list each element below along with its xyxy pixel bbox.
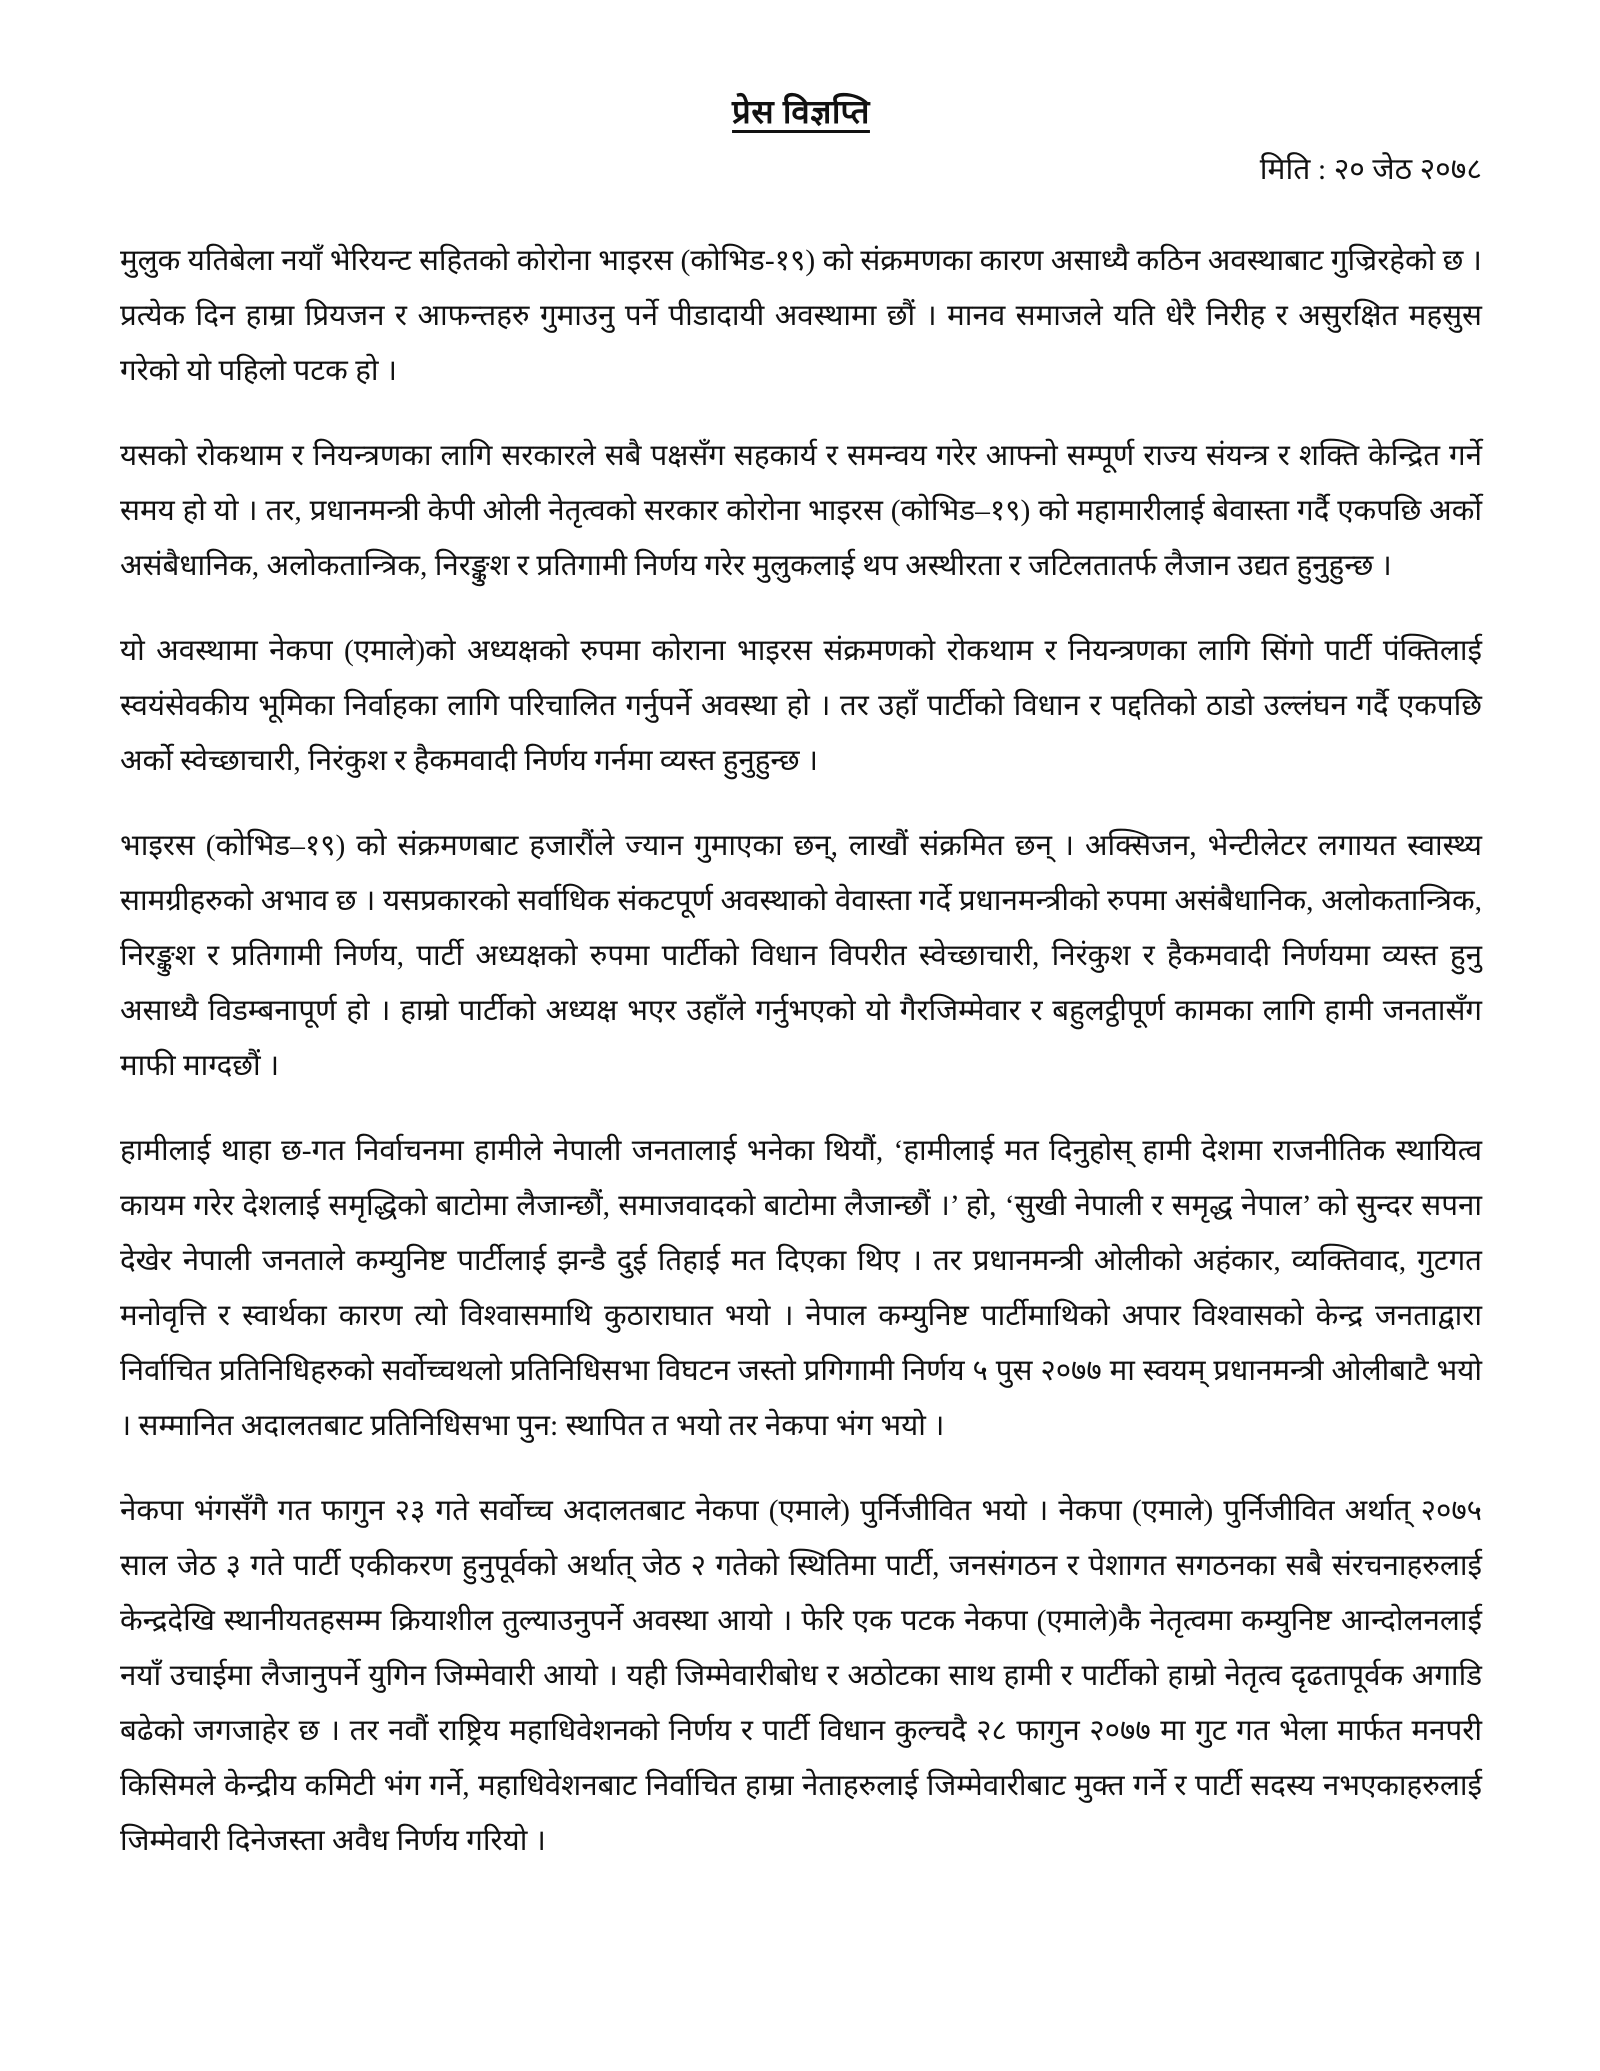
- document-title-text: प्रेस विज्ञप्ति: [732, 95, 870, 131]
- document-title: [120, 88, 1482, 133]
- paragraph-5: हामीलाई थाहा छ-गत निर्वाचनमा हामीले नेपाली जनतालाई भनेका थियौं, ‘हामीलाई मत दिनुहोस् हामी देशमा राजनीतिक स्थायित्व कायम गरेर देशलाई समृद्धिको बाटोमा लैजान्छौं, समाजवादको बाटोमा लैजान्छौं ।’ हो, ‘सुखी नेपाली र समृद्ध नेपाल’ को सुन्दर सपना देखेर नेपाली जनताले कम्युनिष्ट पार्टीलाई झन्डै दुई तिहाई मत दिएका थिए । तर प्रधानमन्त्री ओलीको अहंकार, व्यक्तिवाद, गुटगत मनोवृत्ति र स्वार्थका कारण त्यो विश्वासमाथि कुठाराघात भयो । नेपाल कम्युनिष्ट पार्टीमाथिको अपार विश्वासको केन्द्र जनताद्वारा निर्वाचित प्रतिनिधिहरुको सर्वोच्चथलो प्रतिनिधिसभा विघटन जस्तो प्रगिगामी निर्णय ५ पुस २०७७ मा स्वयम् प्रधानमन्त्री ओलीबाटै भयो । सम्मानित अदालतबाट प्रतिनिधिसभा पुन: स्थापित त भयो तर नेकपा भंग भयो ।: [120, 1135, 1482, 1442]
- paragraph-4: भाइरस (कोभिड–१९) को संक्रमणबाट हजारौंले ज्यान गुमाएका छन्, लाखौं संक्रमित छन् । अक्सिजन, भेन्टीलेटर लगायत स्वास्थ्य सामग्रीहरुको अभाव छ । यसप्रकारको सर्वाधिक संकटपूर्ण अवस्थाको वेवास्ता गर्दे प्रधानमन्त्रीको रुपमा असंबैधानिक, अलोकतान्त्रिक, निरङ्कुश र प्रतिगामी निर्णय, पार्टी अध्यक्षको रुपमा पार्टीको विधान विपरीत स्वेच्छाचारी, निरंकुश र हैकमवादी निर्णयमा व्यस्त हुनु असाध्यै विडम्बनापूर्ण हो । हाम्रो पार्टीको अध्यक्ष भएर उहाँले गर्नुभएको यो गैरजिम्मेवार र बहुलट्ठीपूर्ण कामका लागि हामी जनतासँग माफी माग्दछौं ।: [120, 830, 1482, 1082]
- paragraph-6: नेकपा भंगसँगै गत फागुन २३ गते सर्वोच्च अदालतबाट नेकपा (एमाले) पुर्निजीवित भयो । नेकपा (एमाले) पुर्निजीवित अर्थात् २०७५ साल जेठ ३ गते पार्टी एकीकरण हुनुपूर्वको अर्थात् जेठ २ गतेको स्थितिमा पार्टी, जनसंगठन र पेशागत सगठनका सबै संरचनाहरुलाई केन्द्रदेखि स्थानीयतहसम्म क्रियाशील तुल्याउनुपर्ने अवस्था आयो । फेरि एक पटक नेकपा (एमाले)कै नेतृत्वमा कम्युनिष्ट आन्दोलनलाई नयाँ उचाईमा लैजानुपर्ने युगिन जिम्मेवारी आयो । यही जिम्मेवारीबोध र अठोटका साथ हामी र पार्टीको हाम्रो नेतृत्व दृढतापूर्वक अगाडि बढेको जगजाहेर छ । तर नवौं राष्ट्रिय महाधिवेशनको निर्णय र पार्टी विधान कुल्चदै २८ फागुन २०७७ मा गुट गत भेला मार्फत मनपरी किसिमले केन्द्रीय कमिटी भंग गर्ने, महाधिवेशनबाट निर्वाचित हाम्रा नेताहरुलाई जिम्मेवारीबाट मुक्त गर्ने र पार्टी सदस्य नभएकाहरुलाई जिम्मेवारी दिनेजस्ता अवैध निर्णय गरियो ।: [120, 1495, 1482, 1857]
- paragraph-1: मुलुक यतिबेला नयाँ भेरियन्ट सहितको कोरोना भाइरस (कोभिड-१९) को संक्रमणका कारण असाध्यै कठिन अवस्थाबाट गुज्रिरहेको छ । प्रत्येक दिन हाम्रा प्रियजन र आफन्तहरु गुमाउनु पर्ने पीडादायी अवस्थामा छौं । मानव समाजले यति धेरै निरीह र असुरक्षित महसुस गरेको यो पहिलो पटक हो ।: [120, 245, 1482, 387]
- date-line: मिति : २० जेठ २०७८: [1259, 153, 1482, 186]
- paragraph-3: यो अवस्थामा नेकपा (एमाले)को अध्यक्षको रुपमा कोराना भाइरस संक्रमणको रोकथाम र नियन्त्रणका लागि सिंगो पार्टी पंक्तिलाई स्वयंसेवकीय भूमिका निर्वाहका लागि परिचालित गर्नुपर्ने अवस्था हो । तर उहाँ पार्टीको विधान र पद्दतिको ठाडो उल्लंघन गर्दै एकपछि अर्को स्वेच्छाचारी, निरंकुश र हैकमवादी निर्णय गर्नमा व्यस्त हुनुहुन्छ ।: [120, 635, 1482, 777]
- paragraph-2: यसको रोकथाम र नियन्त्रणका लागि सरकारले सबै पक्षसँग सहकार्य र समन्वय गरेर आफ्नो सम्पूर्ण राज्य संयन्त्र र शक्ति केन्द्रित गर्ने समय हो यो । तर, प्रधानमन्त्री केपी ओली नेतृत्वको सरकार कोरोना भाइरस (कोभिड–१९) को महामारीलाई बेवास्ता गर्दै एकपछि अर्को असंबैधानिक, अलोकतान्त्रिक, निरङ्कुश र प्रतिगामी निर्णय गरेर मुलुकलाई थप अस्थीरता र जटिलतातर्फ लैजान उद्यत हुनुहुन्छ ।: [120, 440, 1482, 582]
- document-body: [120, 234, 1482, 1869]
